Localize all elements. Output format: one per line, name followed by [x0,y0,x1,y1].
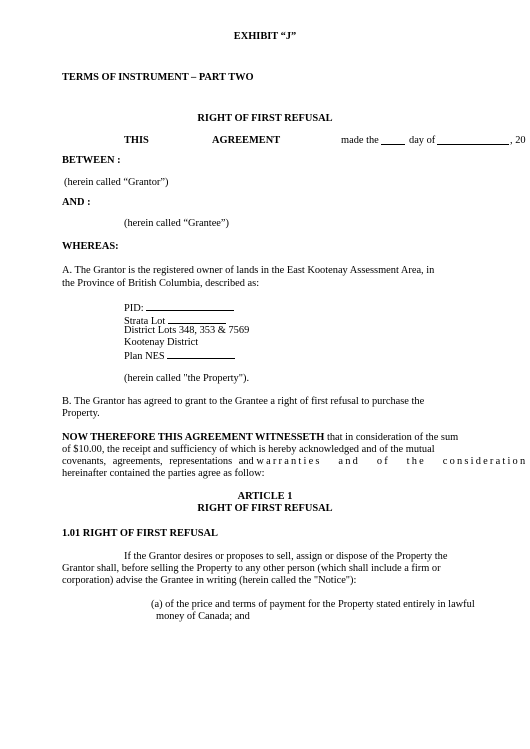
section-paragraph-line: If the Grantor desires or proposes to sell, assign or dispose of the Property the [124,551,448,562]
district-lots: District Lots 348, 353 & 7569 [124,325,250,336]
day-of-label: day of [409,135,436,146]
witnesseth-line: hereinafter contained the parties agree as follow: [62,468,265,479]
section-heading: 1.01 RIGHT OF FIRST REFUSAL [62,528,218,539]
witnesseth-line: NOW THEREFORE THIS AGREEMENT WITNESSETH that in consideration of the sum [62,432,459,443]
and-label: AND : [62,197,91,208]
day-blank[interactable] [381,134,405,145]
grantor-note: (herein called “Grantor”) [64,177,169,188]
this-word: THIS [124,135,149,146]
strata-lot-blank[interactable] [168,313,226,324]
whereas-heading: WHEREAS: [62,241,119,252]
section-paragraph-line: corporation) advise the Grantee in writing (herein called the "Notice"): [62,575,357,586]
property-note: (herein called "the Property"). [124,373,250,384]
recital-b-line: Property. [62,408,100,419]
year-prefix: , 20 [510,135,526,146]
strata-lot-label: Strata Lot [124,313,226,328]
month-blank[interactable] [437,134,509,145]
witnesseth-line: of $10.00, the receipt and sufficiency of which is hereby acknowledged and of the mutual [62,444,435,455]
article-number: ARTICLE 1 [237,491,293,502]
terms-heading: TERMS OF INSTRUMENT – PART TWO [62,72,254,83]
witnesseth-lead: NOW THEREFORE THIS AGREEMENT WITNESSETH [62,432,325,443]
recital-b-line: B. The Grantor has agreed to grant to the Grantee a right of first refusal to purchase the [62,396,425,407]
recital-a-line: the Province of British Columbia, described as: [62,278,260,289]
pid-blank[interactable] [146,300,234,311]
witnesseth-line: covenants, agreements, representations and warranties and of the consideration [62,456,528,467]
article-title: RIGHT OF FIRST REFUSAL [197,503,333,514]
document-title: RIGHT OF FIRST REFUSAL [197,113,333,124]
recital-a-line: A. The Grantor is the registered owner of lands in the East Kootenay Assessment Area, in [62,265,435,276]
exhibit-heading: EXHIBIT “J” [233,31,297,42]
agreement-word: AGREEMENT [212,135,281,146]
district-name: Kootenay District [124,337,199,348]
section-paragraph-line: Grantor shall, before selling the Property to any other person (which shall include a firm or [62,563,441,574]
between-label: BETWEEN : [62,155,121,166]
pid-label: PID: [124,300,234,315]
item-a-line: (a) of the price and terms of payment for the Property stated entirely in lawful [151,599,475,610]
plan-blank[interactable] [167,348,235,359]
plan-label: Plan NES [124,348,235,363]
made-the-label: made the [341,135,379,146]
item-a-line: money of Canada; and [156,611,250,622]
grantee-note: (herein called “Grantee”) [124,218,229,229]
